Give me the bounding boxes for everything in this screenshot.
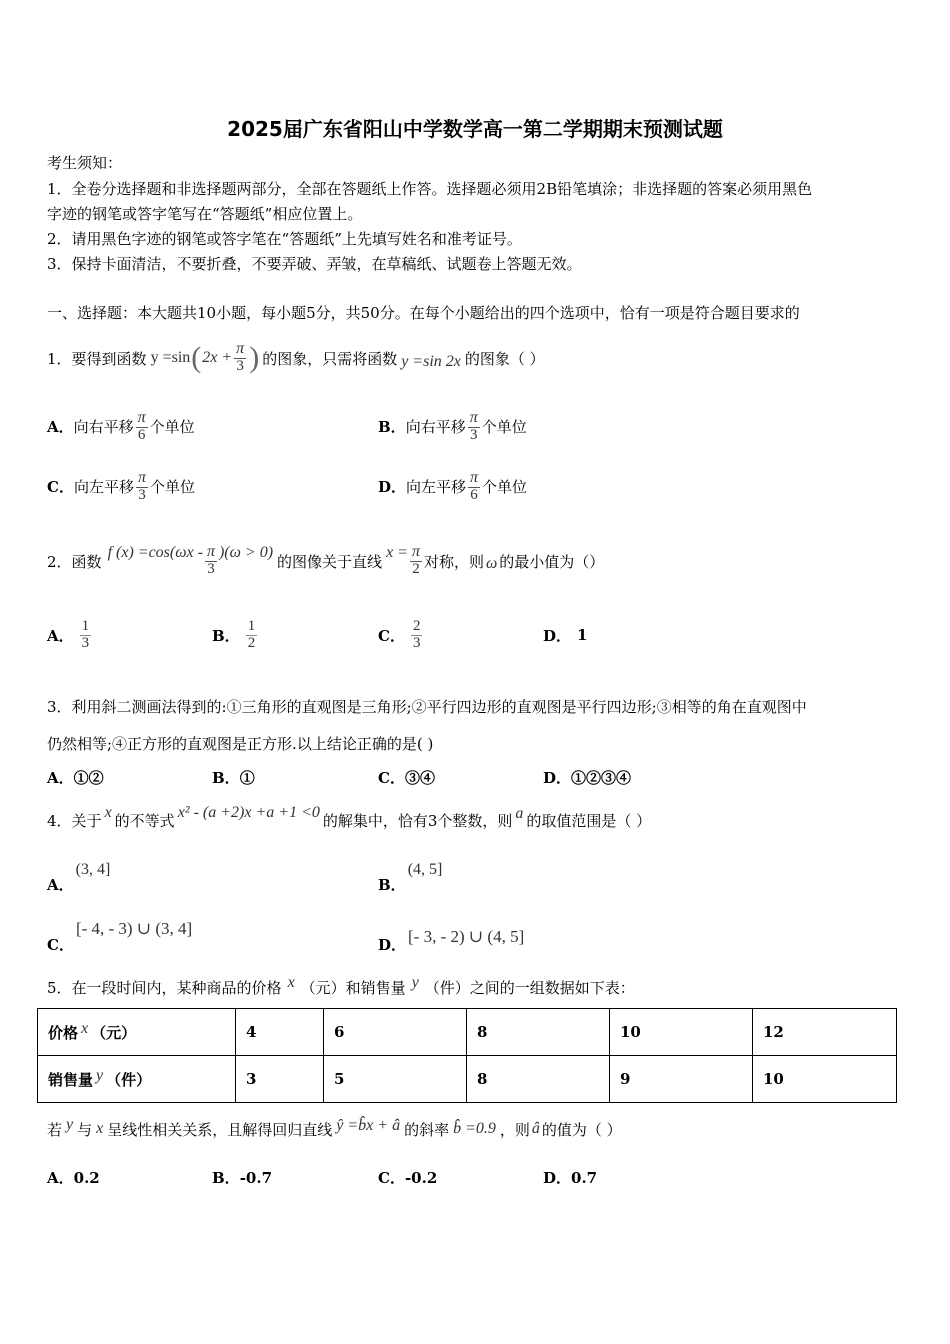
option-fraction: $\frac{1}{3}$ [81,617,90,651]
option-value: (4, 5] [407,861,443,878]
question-text: 要得到函数 [71,349,147,368]
omega-symbol: ω [486,555,498,572]
var-a: a [515,805,524,822]
option-d[interactable] [378,470,527,504]
question-3-line-2: 仍然相等;④正方形的直观图是正方形.以上结论正确的是( ) [47,735,434,753]
table-cell: 3 [236,1056,324,1103]
question-text: 对称，则 [423,552,484,571]
option-label: A． [47,769,74,787]
option-d[interactable] [543,612,587,658]
fraction-pi-over-6: $\frac{\pi}{6}$ [137,409,146,443]
table-row [38,1056,897,1103]
question-text: 利用斜二测画法得到的:①三角形的直观图是三角形;②平行四边形的直观图是平行四边形;③相等的角在直观图中 [71,698,807,716]
question-text: 函数 [71,552,102,571]
option-fraction: $\frac{1}{2}$ [247,617,256,651]
intercept-symbol: â [531,1120,540,1137]
var-x: x [104,804,112,821]
formula-g: y =sin 2x [401,353,461,370]
section-heading: 一、选择题：本大题共10小题，每小题5分，共50分。在每个小题给出的四个选项中，恰有一项是符合题目要求的 [47,304,800,322]
question-text: 与 [77,1120,93,1139]
option-a[interactable] [47,612,93,658]
option-text: 向右平移 [405,418,466,437]
question-text: 关于 [71,811,102,830]
question-text: 的图象，只需将函数 [262,349,398,368]
option-value: ① [239,769,255,787]
option-value: [- 3, - 2) ∪ (4, 5] [408,927,525,946]
notice-item-1-line-1: 1．全卷分选择题和非选择题两部分，全部在答题纸上作答。选择题必须用2B铅笔填涂；非选择题的答案必须用黑色 [47,180,813,198]
option-label: A． [47,626,74,645]
option-label: C． [378,626,405,645]
var-y: y [411,974,419,991]
question-text: （元）和销售量 [300,978,406,997]
fraction-pi-over-3: $\frac{\pi}{3}$ [137,469,146,503]
option-text: 个单位 [481,418,527,437]
fraction-pi-over-3: $\frac{\pi}{3}$ [206,543,215,578]
question-text: 若 [47,1120,63,1139]
formula-f-part-2: )(ω > 0) [218,544,274,561]
option-a[interactable] [47,410,195,444]
slope-value: b̂ =0.9 [453,1120,496,1137]
option-label: B． [378,418,406,437]
option-label: C． [378,1169,405,1187]
option-value: (3, 4] [75,861,111,878]
page-title: 2025届广东省阳山中学数学高一第二学期期末预测试题 [227,117,723,141]
var-y: y [66,1116,74,1133]
question-3-line-1 [47,696,807,717]
question-5-condition [47,1114,622,1144]
option-c[interactable] [378,612,424,658]
option-label: D． [543,1169,572,1187]
notice-item-3: 3．保持卡面清洁，不要折叠，不要弄破、弄皱，在草稿纸、试题卷上答题无效。 [47,255,582,273]
paren-left: ( [191,341,202,374]
option-d[interactable] [378,918,525,954]
question-2 [47,538,604,584]
option-b[interactable] [212,1167,272,1188]
var-x: x [287,974,295,991]
regression-equation: ŷ =b̂x + â [336,1117,401,1134]
option-a[interactable] [47,858,111,894]
question-number: 3． [47,698,72,716]
option-label: A． [47,876,74,894]
option-a[interactable] [47,1167,100,1188]
question-1 [47,333,545,383]
option-label: C． [47,936,74,954]
option-c[interactable] [47,470,195,504]
question-text: 在一段时间内，某种商品的价格 [71,978,282,997]
option-label: D． [378,478,407,497]
option-b[interactable] [378,858,443,894]
question-text: 的值为（ ） [541,1120,622,1139]
question-text: ，则 [499,1120,530,1139]
option-c[interactable] [378,1167,437,1188]
option-value: ①② [73,769,104,787]
question-text: 的解集中，恰有3个整数，则 [322,811,513,830]
option-label: B． [378,876,406,894]
fraction-pi-over-2: $\frac{\pi}{2}$ [411,543,420,578]
table-cell: 6 [324,1009,467,1056]
option-label: C． [47,478,74,497]
question-text: 呈线性相关关系，且解得回归直线 [107,1120,333,1139]
formula-lhs: y =sin [150,349,191,366]
question-number: 5． [47,978,72,997]
formula-inner: 2x + [202,349,233,366]
fraction-pi-over-6: $\frac{\pi}{6}$ [470,469,479,503]
option-label: B． [212,769,240,787]
option-text: 向左平移 [73,478,134,497]
option-value: ①②③④ [571,769,632,787]
question-text: 的不等式 [114,811,175,830]
question-text: 的斜率 [404,1120,450,1139]
option-text: 个单位 [149,478,195,497]
option-b[interactable] [212,612,259,658]
option-fraction: $\frac{2}{3}$ [412,617,421,651]
question-text: 的图像关于直线 [277,552,383,571]
option-label: A． [47,1169,74,1187]
option-value: ③④ [404,769,435,787]
table-cell-label: 销售量 y （件） [38,1056,236,1103]
option-c[interactable] [378,767,435,788]
option-d[interactable] [543,767,631,788]
option-text: 向左平移 [406,478,467,497]
table-cell-label: 价格 x （元） [38,1009,236,1056]
question-4 [47,800,651,840]
data-table [37,1008,897,1103]
table-cell: 12 [753,1009,897,1056]
table-cell: 8 [467,1009,610,1056]
table-cell: 5 [324,1056,467,1103]
question-text: 的取值范围是（ ） [526,811,652,830]
table-cell: 8 [467,1056,610,1103]
option-label: D． [378,936,407,954]
option-label: D． [543,769,572,787]
option-text: 个单位 [149,418,195,437]
option-value: 0.2 [73,1169,100,1187]
table-cell: 10 [610,1009,753,1056]
option-label: B． [212,1169,240,1187]
option-value: 1 [577,626,588,644]
option-value: -0.7 [239,1169,273,1187]
option-label: C． [378,769,405,787]
formula-x-eq: x = [386,544,408,561]
table-cell: 9 [610,1056,753,1103]
question-number: 4． [47,811,72,830]
fraction-pi-over-3: $\frac{\pi}{3}$ [236,340,245,375]
option-label: D． [543,626,572,645]
option-label: B． [212,626,240,645]
option-c[interactable] [47,918,193,954]
question-text: 的图象（ ） [464,349,545,368]
fraction-pi-over-3: $\frac{\pi}{3}$ [469,409,478,443]
option-b[interactable] [212,767,255,788]
question-text: （件）之间的一组数据如下表： [424,978,635,997]
option-d[interactable] [543,1167,597,1188]
question-5 [47,972,635,1002]
question-number: 1． [47,349,72,368]
var-x: x [96,1120,104,1137]
option-a[interactable] [47,767,104,788]
option-label: A． [47,418,74,437]
notice-heading: 考生须知： [47,154,123,172]
table-row [38,1009,897,1056]
notice-item-1-line-2: 字迹的钢笔或答字笔写在“答题纸”相应位置上。 [47,205,363,223]
question-text: 的最小值为（） [499,552,605,571]
formula-f-part-1: f (x) =cos(ωx - [107,544,203,561]
notice-item-2: 2．请用黑色字迹的钢笔或答字笔在“答题纸”上先填写姓名和准考证号。 [47,230,522,248]
option-value: 0.7 [571,1169,598,1187]
option-text: 向右平移 [73,418,134,437]
option-b[interactable] [378,410,527,444]
option-text: 个单位 [482,478,528,497]
paren-right: ) [249,341,260,374]
option-value: [- 4, - 3) ∪ (3, 4] [75,919,193,938]
table-cell: 10 [753,1056,897,1103]
question-number: 2． [47,552,72,571]
inequality-formula: x² - (a +2)x +a +1 <0 [177,804,320,821]
table-cell: 4 [236,1009,324,1056]
option-value: -0.2 [404,1169,438,1187]
